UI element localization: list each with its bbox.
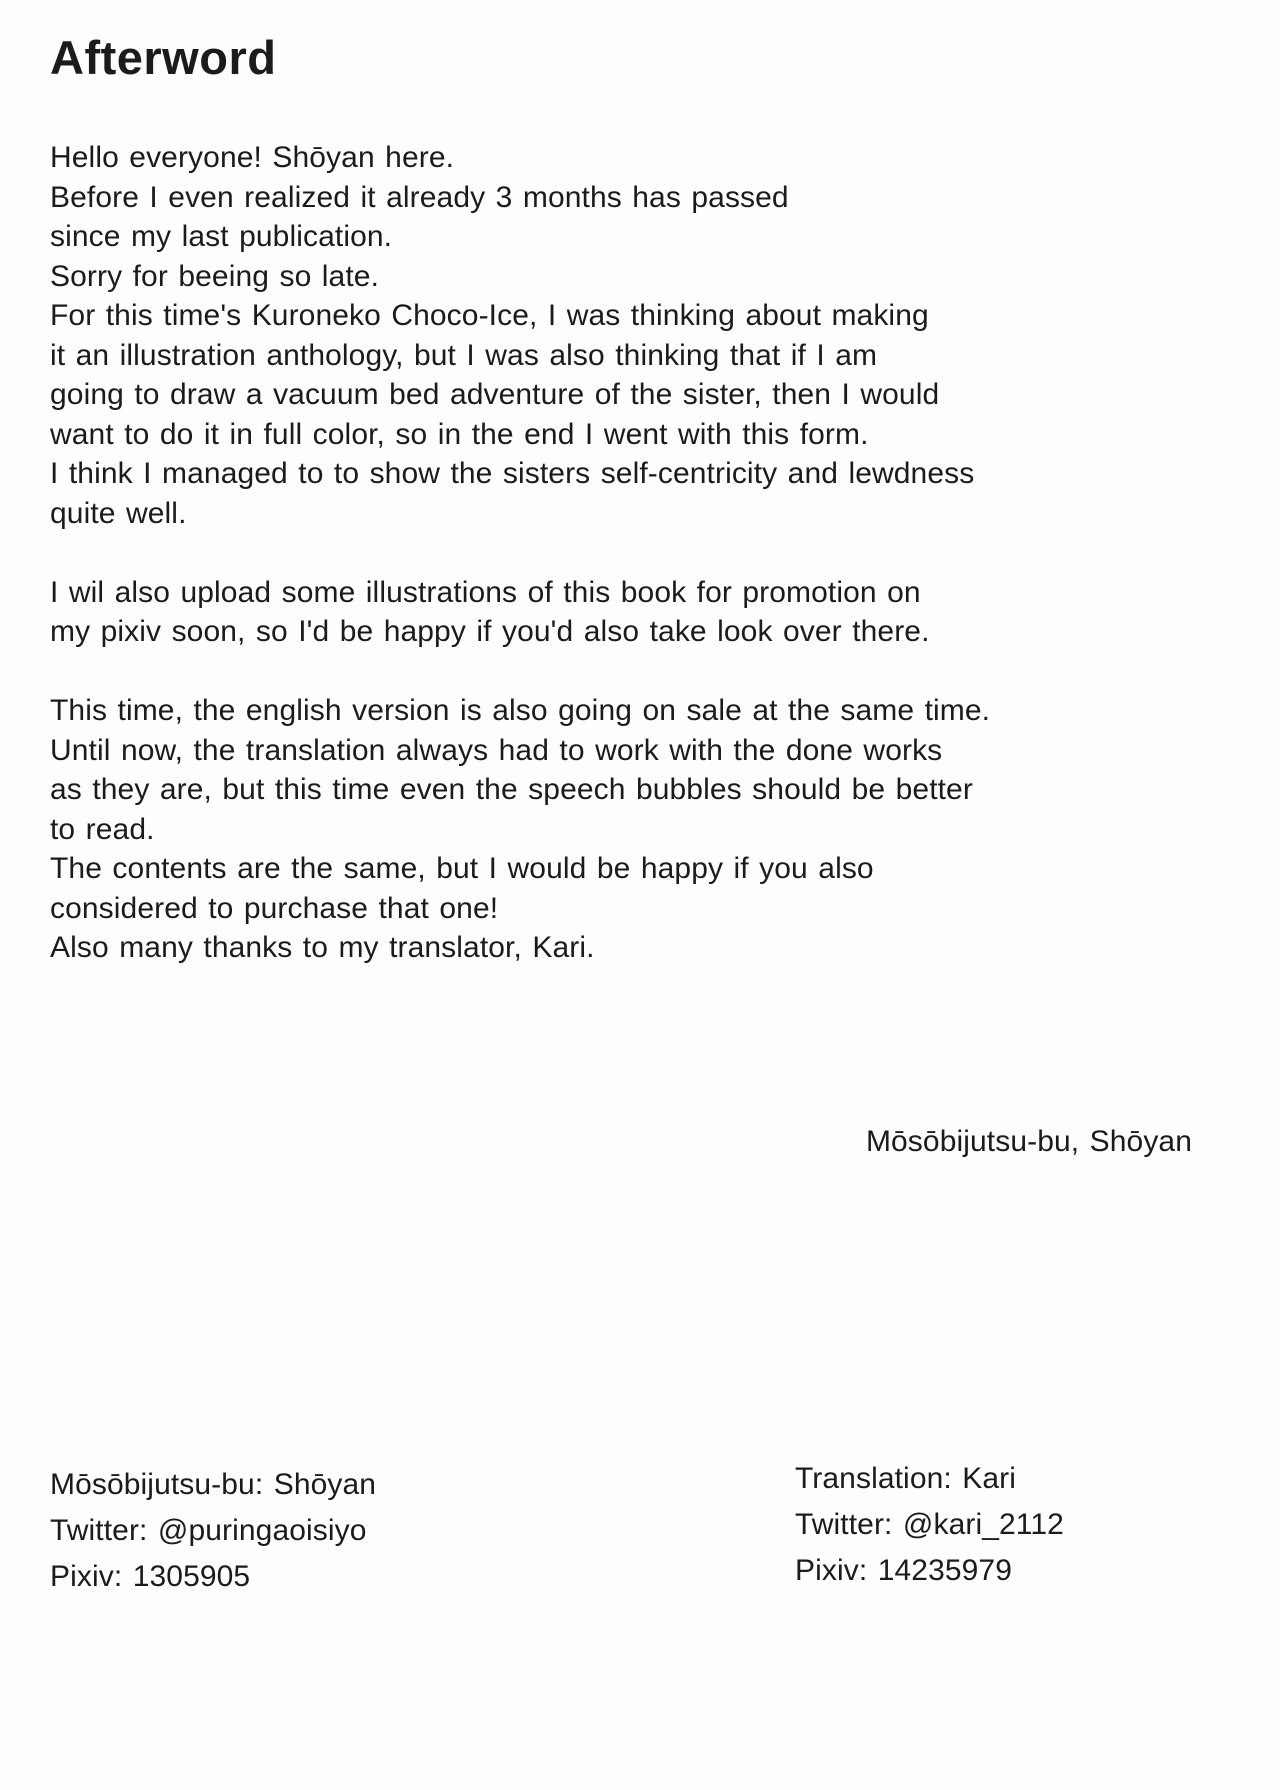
afterword-line: For this time's Kuroneko Choco-Ice, I was thinking about making <box>50 299 929 332</box>
translator-credit: Translation: Kari <box>795 1462 1017 1495</box>
afterword-line: it an illustration anthology, but I was also thinking that if I am <box>50 338 878 372</box>
page-title: Afterword <box>50 31 277 84</box>
afterword-line: Also many thanks to my translator, Kari. <box>50 931 595 964</box>
paragraph-gap <box>50 652 990 692</box>
afterword-line: since my last publication. <box>50 220 393 253</box>
afterword-line: Sorry for beeing so late. <box>50 259 380 293</box>
afterword-line: Hello everyone! Shōyan here. <box>50 141 455 174</box>
translator-credits <box>795 1456 1064 1594</box>
afterword-line: I wil also upload some illustrations of this book for promotion on <box>50 575 921 609</box>
translator-twitter: Twitter: @kari_2112 <box>795 1508 1064 1541</box>
afterword-line: This time, the english version is also going on sale at the same time. <box>50 694 991 727</box>
afterword-line: Until now, the translation always had to work with the done works <box>50 733 943 767</box>
afterword-line: my pixiv soon, so I'd be happy if you'd also take look over there. <box>50 615 930 648</box>
artist-twitter: Twitter: @puringaoisiyo <box>50 1514 367 1547</box>
paragraph-3 <box>50 691 990 968</box>
paragraph-1 <box>50 138 990 533</box>
afterword-line: going to draw a vacuum bed adventure of the sister, then I would <box>50 378 940 411</box>
paragraph-gap <box>50 533 990 573</box>
artist-credits <box>50 1462 376 1600</box>
afterword-line: The contents are the same, but I would be happy if you also <box>50 852 874 885</box>
translator-pixiv: Pixiv: 14235979 <box>795 1554 1012 1587</box>
artist-circle-name: Mōsōbijutsu-bu: Shōyan <box>50 1468 377 1501</box>
afterword-line: considered to purchase that one! <box>50 891 499 925</box>
artist-pixiv: Pixiv: 1305905 <box>50 1560 251 1593</box>
afterword-line: to read. <box>50 812 155 846</box>
afterword-line: quite well. <box>50 496 187 530</box>
afterword-line: as they are, but this time even the speech bubbles should be better <box>50 773 973 806</box>
author-signature: Mōsōbijutsu-bu, Shōyan <box>865 1125 1192 1158</box>
afterword-line: Before I even realized it already 3 months has passed <box>50 180 789 214</box>
afterword-line: I think I managed to to show the sisters self-centricity and lewdness <box>50 457 975 490</box>
afterword-body <box>50 138 990 968</box>
afterword-line: want to do it in full color, so in the end I went with this form. <box>50 417 869 451</box>
paragraph-2 <box>50 573 990 652</box>
